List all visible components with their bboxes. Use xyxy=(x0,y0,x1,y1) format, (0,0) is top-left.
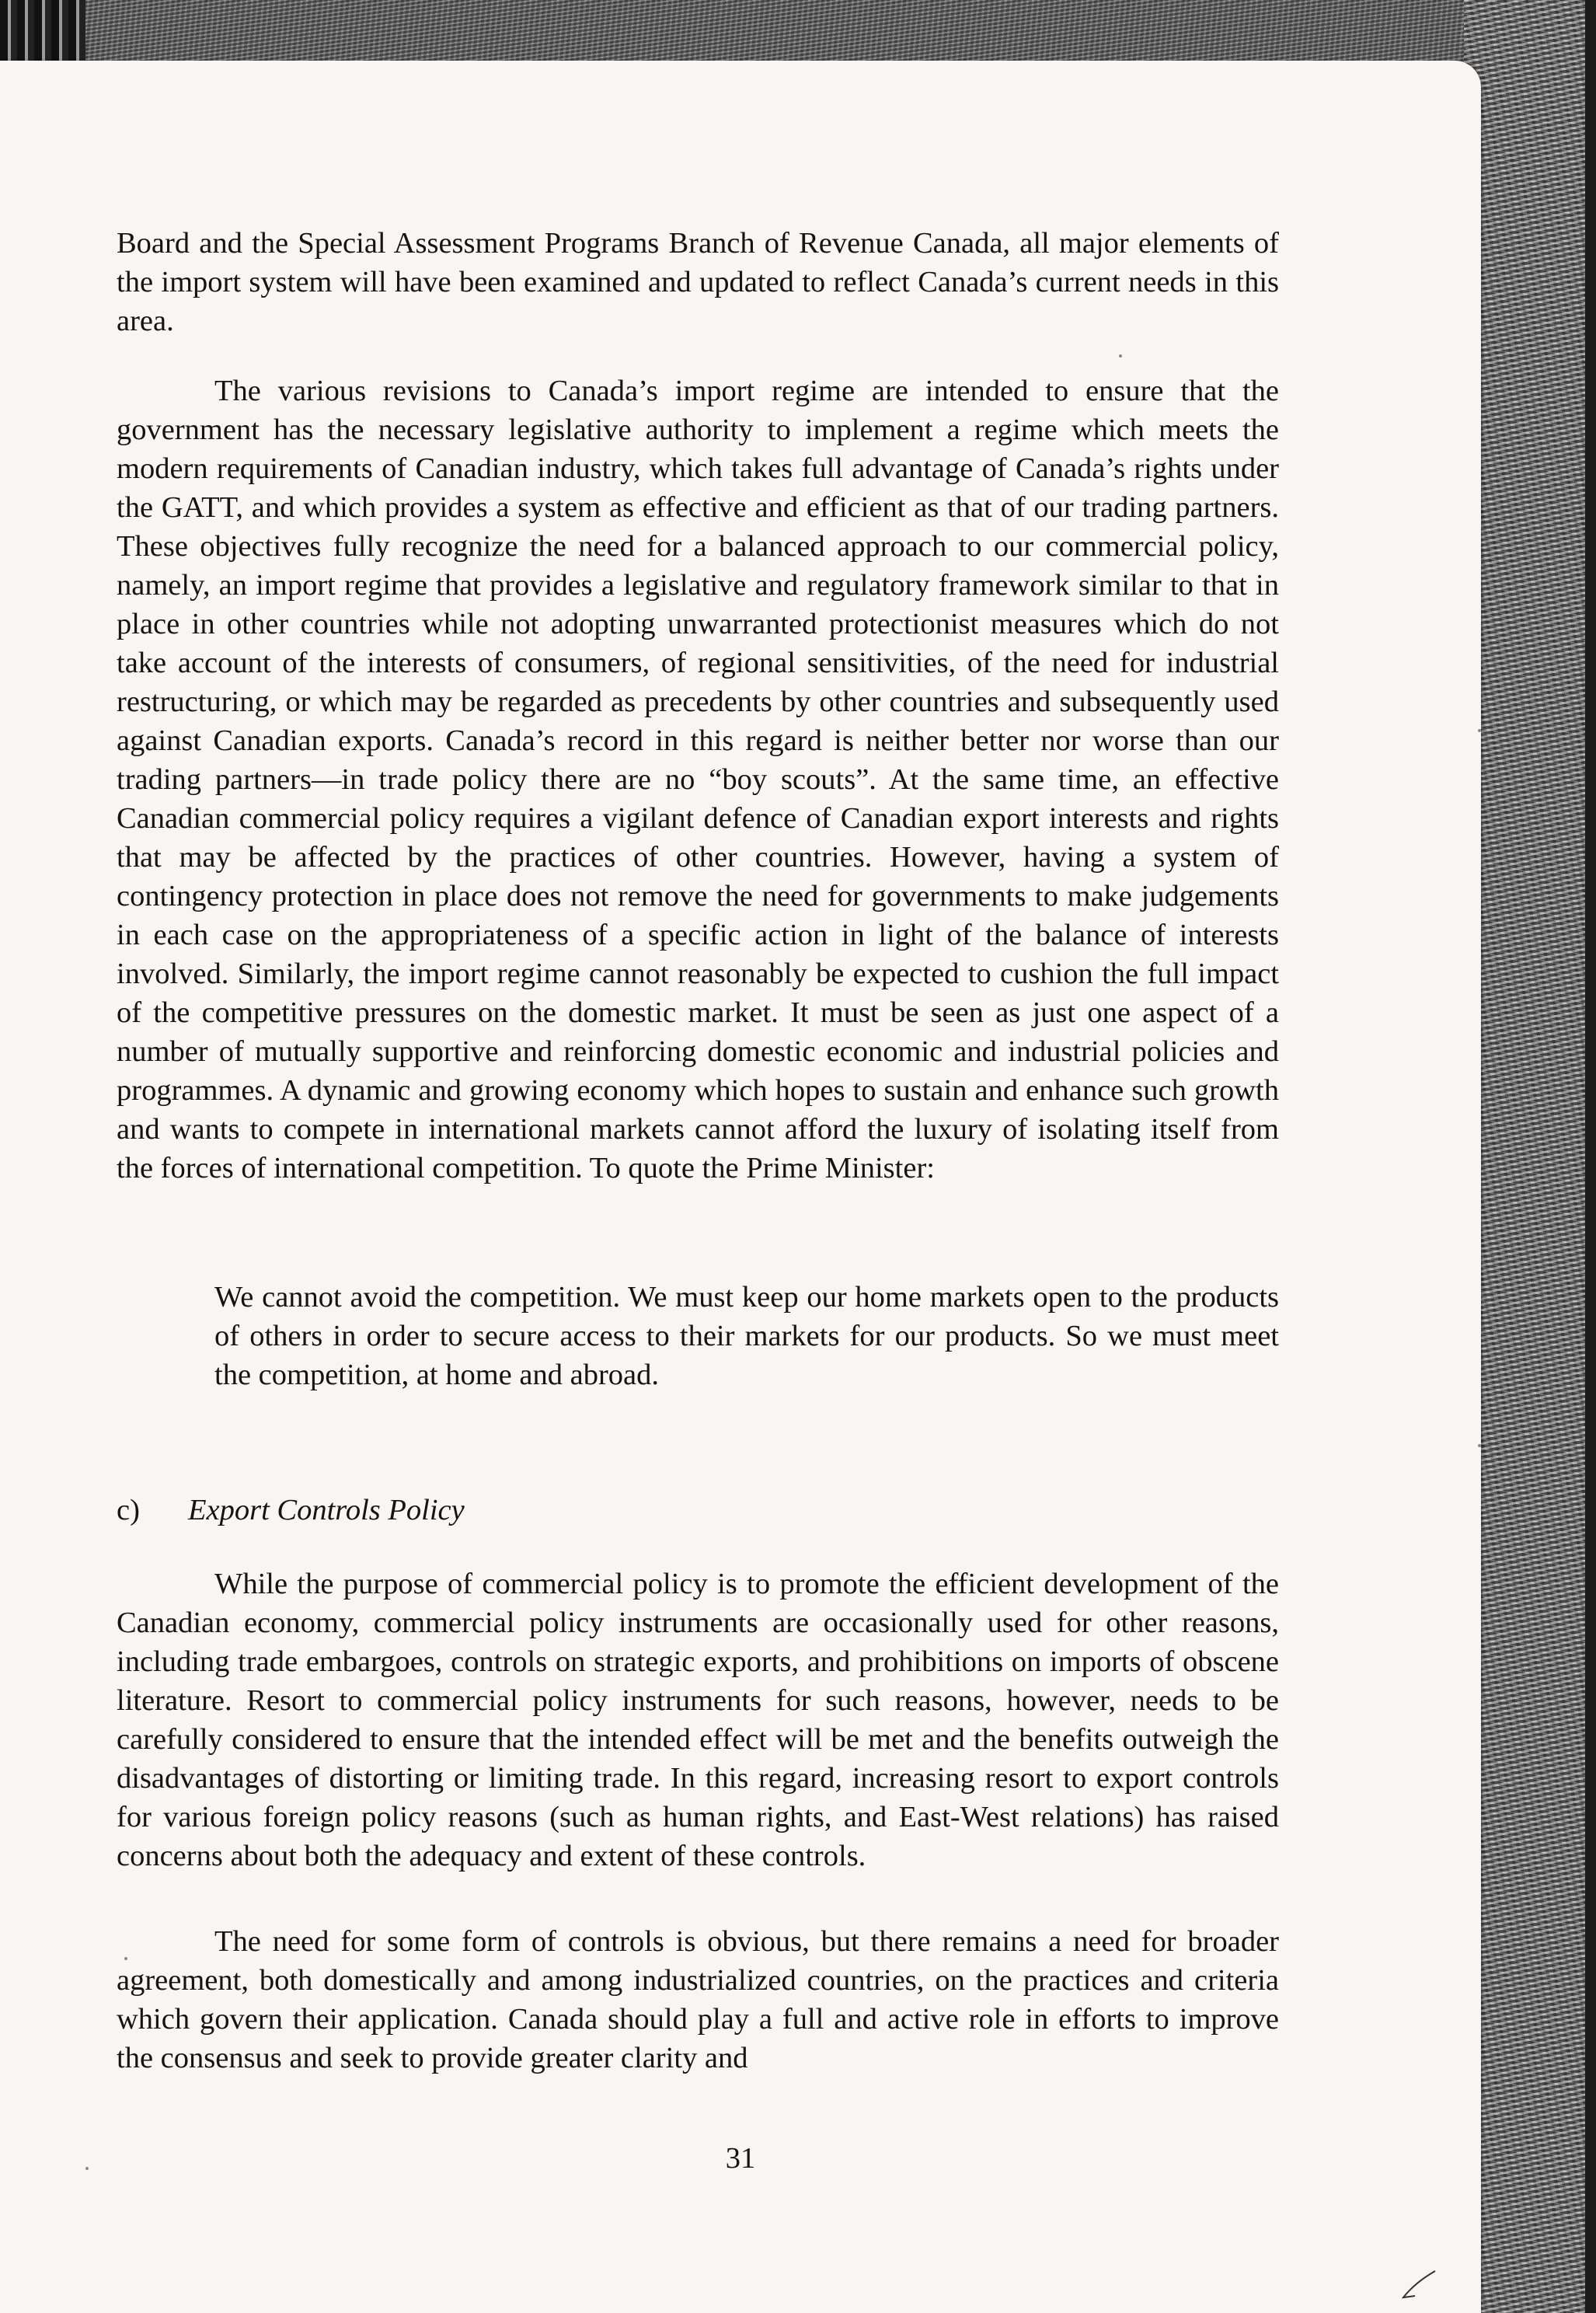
scan-background-top xyxy=(0,0,1596,70)
section-heading-title: Export Controls Policy xyxy=(188,1494,465,1526)
scan-speck xyxy=(85,2167,89,2170)
scan-edge-right xyxy=(1585,0,1596,2313)
section-heading xyxy=(117,1491,465,1530)
pen-mark-icon xyxy=(1401,2269,1437,2301)
prime-minister-quote: We cannot avoid the competition. We must keep our home markets open to the products of others in order to secure access to their markets for our products. So we must meet the competition, at home and abroad. xyxy=(214,1281,1279,1391)
scan-background-right xyxy=(1464,0,1596,2313)
paragraph-need-for-controls: The need for some form of controls is obvious, but there remains a need for broader agreement, both domestically and among industrialized countries, on the practices and criteria which govern their application. Canada should play a full and active role in efforts to improve the consensus and seek to provide greater clarity and xyxy=(117,1925,1279,2074)
section-heading-marker: c) xyxy=(117,1494,140,1526)
scan-speck xyxy=(1478,1444,1481,1447)
scan-speck xyxy=(124,1957,127,1960)
paragraph-export-controls-purpose: While the purpose of commercial policy is to promote the efficient development of the Canadian economy, commercial policy instruments are occasionally used for other reasons, including trade embargoes, controls on strategic exports, and prohibitions on imports of obscene literature. Resort to commercial policy instruments for such reasons, however, needs to be carefully considered to ensure that the intended effect will be met and the benefits outweigh the disadvantages of distorting or limiting trade. In this regard, increasing resort to export controls for various foreign policy reasons (such as human rights, and East-West relations) has raised concerns about both the adequacy and extent of these controls. xyxy=(117,1568,1279,1872)
scan-background-corner xyxy=(0,0,85,70)
paragraph-continuation: Board and the Special Assessment Programs Branch of Revenue Canada, all major elements of the import system will have been examined and updated to reflect Canada’s current needs in this area. xyxy=(117,227,1279,337)
document-page xyxy=(0,61,1481,2313)
page-number: 31 xyxy=(725,2142,756,2175)
scan-speck xyxy=(1478,729,1481,732)
scan-speck xyxy=(1119,354,1122,358)
paragraph-import-regime: The various revisions to Canada’s import regime are intended to ensure that the government has the necessary legislative authority to implement a regime which meets the modern requirements of Canadian industry, which takes full advantage of Canada’s rights under the GATT, and which provides a system as effective and efficient as that of our trading partners. These objectives fully recognize the need for a balanced approach to our commercial policy, namely, an import regime that provides a legislative and regulatory framework similar to that in place in other countries while not adopting unwarranted protectionist measures which do not take account of the interests of consumers, of regional sensitivities, of the need for industrial restructuring, or which may be regarded as precedents by other countries and subsequently used against Canadian exports. Canada’s record in this regard is neither better nor worse than our trading partners—in trade policy there are no “boy scouts”. At the same time, an effective Canadian commercial policy requires a vigilant defence of Canadian export interests and rights that may be affected by the practices of other countries. However, having a system of contingency protection in place does not remove the need for governments to make judgements in each case on the appropriateness of a specific action in light of the balance of interests involved. Similarly, the import regime cannot reasonably be expected to cushion the full impact of the competitive pressures on the domestic market. It must be seen as just one aspect of a number of mutually supportive and reinforcing domestic economic and industrial policies and programmes. A dynamic and growing economy which hopes to sustain and enhance such growth and wants to compete in international markets cannot afford the luxury of isolating itself from the forces of international competition. To quote the Prime Minister: xyxy=(117,375,1279,1184)
